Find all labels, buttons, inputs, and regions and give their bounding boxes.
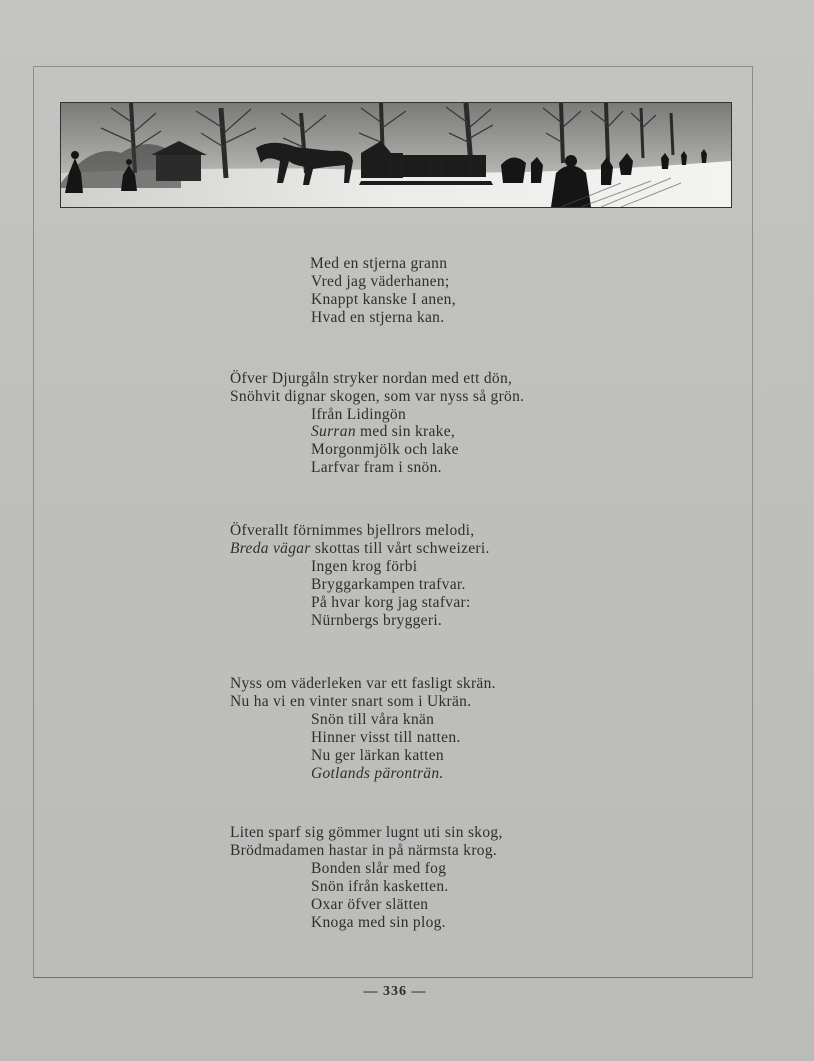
poem-line: På hvar korg jag stafvar:	[311, 594, 471, 611]
poem-line	[311, 423, 455, 441]
poem-line: Brödmadamen hastar in på närmsta krog.	[230, 842, 498, 859]
poem-line: Nürnbergs bryggeri.	[311, 612, 443, 629]
line-rest: skottas till vårt schweizeri.	[310, 540, 490, 557]
poem-line	[311, 765, 444, 783]
poem-line: Hinner visst till natten.	[311, 729, 461, 746]
poem-line: Bryggarkampen trafvar.	[311, 576, 466, 593]
poem-line: Nu ha vi en vinter snart som i Ukrän.	[230, 693, 472, 710]
poem-line: Med en stjerna grann	[310, 255, 448, 272]
italic-name: Breda vägar	[230, 540, 311, 557]
poem-line: Öfver Djurgåln stryker nordan med ett dön,	[230, 370, 513, 387]
poem-line: Larfvar fram i snön.	[311, 459, 442, 476]
poem-line: Snön till våra knän	[311, 711, 435, 728]
poem-line: Bonden slår med fog	[311, 860, 447, 877]
poem-line: Liten sparf sig gömmer lugnt uti sin skog,	[230, 824, 503, 841]
poem-line: Morgonmjölk och lake	[311, 441, 459, 458]
poem-line: Ifrån Lidingön	[311, 406, 407, 423]
italic-name: Gotlands päronträn.	[311, 765, 444, 782]
line-rest: med sin krake,	[355, 423, 456, 440]
poem-line: Knoga med sin plog.	[311, 914, 446, 931]
page-number: — 336 —	[363, 984, 427, 999]
poem-line: Nyss om väderleken var ett fasligt skrän.	[230, 675, 496, 692]
poem-line: Hvad en stjerna kan.	[311, 309, 445, 326]
poem-line: Oxar öfver slätten	[311, 896, 429, 913]
poem-line: Nu ger lärkan katten	[311, 747, 444, 764]
poem-line: Snöhvit dignar skogen, som var nyss så grön.	[230, 388, 525, 405]
poem-line: Knappt kanske I anen,	[311, 291, 456, 308]
italic-name: Surran	[311, 423, 356, 440]
poem-line: Öfverallt förnimmes bjellrors melodi,	[230, 522, 475, 539]
poem-line: Snön ifrån kasketten.	[311, 878, 449, 895]
poem-line	[230, 540, 490, 558]
poem-line: Ingen krog förbi	[311, 558, 418, 575]
poem-line: Vred jag väderhanen;	[311, 273, 450, 290]
